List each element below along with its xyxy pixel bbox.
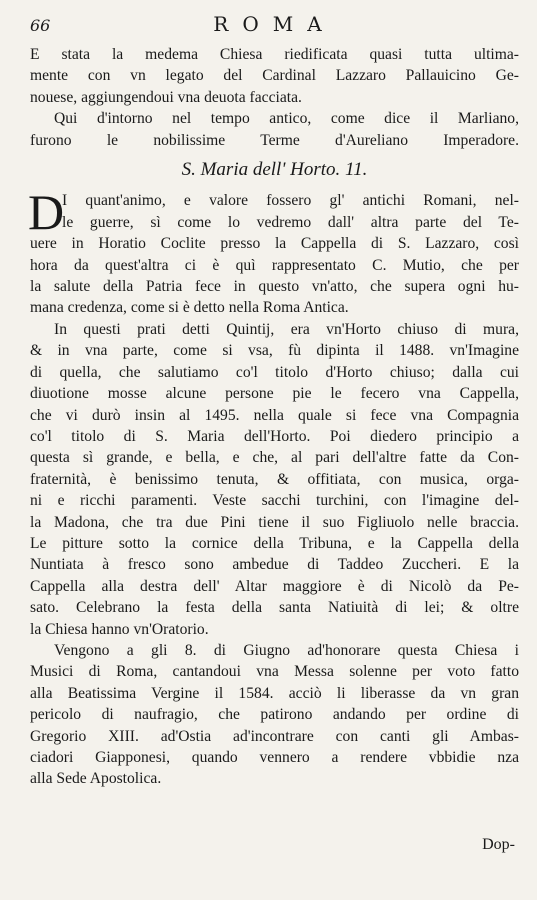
- text-line: le guerre, sì come lo vedremo dall' altra parte del Te-: [62, 213, 519, 231]
- catchword: Dop-: [482, 836, 515, 853]
- page-number: 66: [30, 16, 51, 35]
- text-line: ni e ricchi paramenti. Veste sacchi turchini, con l'imagine del-: [30, 492, 519, 510]
- text-line: pericolo di naufragio, che patirono andando per ordine di: [30, 706, 519, 724]
- text-line: Cappella alla destra dell' Altar maggiore è di Nicolò da Pe-: [30, 577, 519, 595]
- text-line: Nuntiata à fresco sono ambedue di Taddeo Zuccheri. E la: [30, 556, 519, 574]
- text-line: Le pitture sotto la cornice della Tribuna, e la Cappella della: [30, 534, 519, 552]
- section-title: S. Maria dell' Horto. 11.: [181, 159, 368, 181]
- text-line: la Madona, che tra due Pini tiene il suo Figliuolo nelle braccia.: [30, 513, 519, 531]
- text-line: furono le nobilissime Terme d'Aureliano Imperadore.: [30, 131, 519, 149]
- text-line: E stata la medema Chiesa riedificata quasi tutta ultima-: [30, 46, 519, 63]
- text-line: la salute della Patria fece in questo vn'atto, che supera ogni hu-: [30, 278, 519, 296]
- text-line: & in vna parte, come si vsa, fù dipinta il 1488. vn'Imagine: [30, 342, 519, 360]
- text-line: In questi prati detti Quintij, era vn'Horto chiuso di mura,: [54, 320, 519, 338]
- page-header: [30, 10, 519, 36]
- text-line: diuotione mosse alcune persone pie le fecero vna Cappella,: [30, 385, 519, 403]
- text-line: la Chiesa hanno vn'Oratorio.: [30, 620, 209, 638]
- text-line: alla Beatissima Vergine il 1584. acciò li liberasse da vn gran: [30, 684, 519, 702]
- page-body: [30, 44, 519, 790]
- text-line: Musici di Roma, cantandoui vna Messa solenne per voto fatto: [30, 663, 519, 681]
- text-line: Qui d'intorno nel tempo antico, come dice il Marliano,: [54, 110, 519, 128]
- running-head: ROMA: [213, 12, 336, 36]
- text-line: uere in Horatio Coclite presso la Cappella di S. Lazzaro, così: [30, 235, 519, 253]
- text-line: mente con vn legato del Cardinal Lazzaro Pallauicino Ge-: [30, 67, 519, 85]
- text-line: alla Sede Apostolica.: [30, 770, 162, 788]
- text-line: I quant'animo, e valore fossero gl' antichi Romani, nel-: [62, 192, 519, 210]
- intro-paragraph: [30, 44, 519, 108]
- text-line: questa sì grande, e bella, e che, al pari dell'altre fatte da Con-: [30, 449, 519, 467]
- paragraph: [30, 319, 519, 640]
- drop-cap: D: [28, 184, 65, 241]
- text-line: sato. Celebrano la festa della santa Natiuità di lei; & oltre: [30, 599, 519, 617]
- text-line: ciadori Giapponesi, quando vennero a rendere vbbidie nza: [30, 749, 519, 766]
- text-line: co'l titolo di S. Maria dell'Horto. Poi diedero principio a: [30, 427, 519, 445]
- text-line: di quella, che salutiamo co'l titolo d'Horto chiuso; dalla cui: [30, 363, 519, 381]
- text-line: fraternità, è benissimo tenuta, & offitiata, con musica, orga-: [30, 470, 519, 488]
- text-line: Vengono a gli 8. di Giugno ad'honorare questa Chiesa i: [54, 641, 519, 659]
- text-line: che vi durò insin al 1495. nella quale si fece vna Compagnia: [30, 406, 519, 424]
- text-line: hora da quest'altra ci è quì rappresentato C. Mutio, che per: [30, 256, 519, 274]
- text-line: Gregorio XIII. ad'Ostia ad'incontrare con canti gli Ambas-: [30, 727, 519, 745]
- text-line: nouese, aggiungendoui vna deuota facciata.: [30, 88, 302, 106]
- text-line: mana credenza, come si è detto nella Roma Antica.: [30, 299, 349, 317]
- intro-paragraph: [30, 108, 519, 151]
- paragraph: [30, 640, 519, 790]
- paragraph: [28, 184, 519, 318]
